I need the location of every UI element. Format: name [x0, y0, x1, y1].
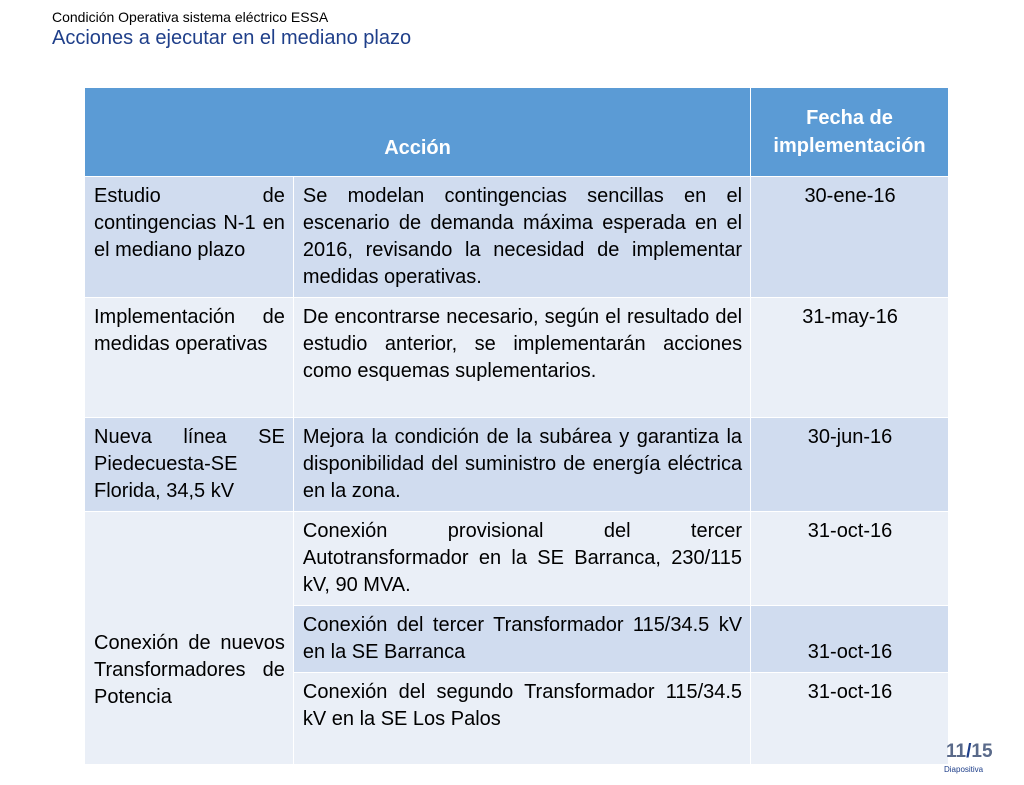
action-name: Implementación de medidas operativas	[85, 298, 294, 418]
actions-table	[84, 87, 949, 765]
column-header-date: Fecha de implementación	[751, 88, 949, 177]
action-name: Nueva línea SE Piedecuesta-SE Florida, 34,5 kV	[85, 418, 294, 512]
slide-label: Diapositiva	[944, 765, 984, 774]
column-header-action: Acción	[85, 88, 751, 177]
implementation-date: 31-oct-16	[751, 673, 949, 765]
table-row	[85, 512, 949, 606]
action-name: Estudio de contingencias N-1 en el mediano plazo	[85, 177, 294, 298]
table-row	[85, 298, 949, 418]
action-name: Conexión de nuevos Transformadores de Potencia	[85, 512, 294, 765]
implementation-date: 31-oct-16	[751, 512, 949, 606]
action-description: Conexión del segundo Transformador 115/34.5 kV en la SE Los Palos	[293, 673, 750, 765]
table-row	[85, 418, 949, 512]
slide-title: Acciones a ejecutar en el mediano plazo	[52, 27, 412, 49]
action-description: Conexión del tercer Transformador 115/34.5 kV en la SE Barranca	[293, 606, 750, 673]
table-row	[85, 177, 949, 298]
action-description: Conexión provisional del tercer Autotransformador en la SE Barranca, 230/115 kV, 90 MVA.	[293, 512, 750, 606]
presentation-subtitle: Condición Operativa sistema eléctrico ESSA	[52, 9, 329, 25]
implementation-date: 31-oct-16	[751, 606, 949, 673]
page-current: 11	[946, 741, 967, 762]
table-header-row	[85, 88, 949, 177]
action-description: Mejora la condición de la subárea y garantiza la disponibilidad del suministro de energía eléctrica en la zona.	[293, 418, 750, 512]
implementation-date: 30-jun-16	[751, 418, 949, 512]
action-description: Se modelan contingencias sencillas en el escenario de demanda máxima esperada en el 2016, revisando la necesidad de implementar medidas operativas.	[293, 177, 750, 298]
implementation-date: 31-may-16	[751, 298, 949, 418]
action-description: De encontrarse necesario, según el resultado del estudio anterior, se implementarán acciones como esquemas suplementarios.	[293, 298, 750, 418]
page-total: 15	[971, 741, 993, 762]
implementation-date: 30-ene-16	[751, 177, 949, 298]
page-separator: /	[966, 741, 972, 762]
page-number	[946, 741, 993, 763]
